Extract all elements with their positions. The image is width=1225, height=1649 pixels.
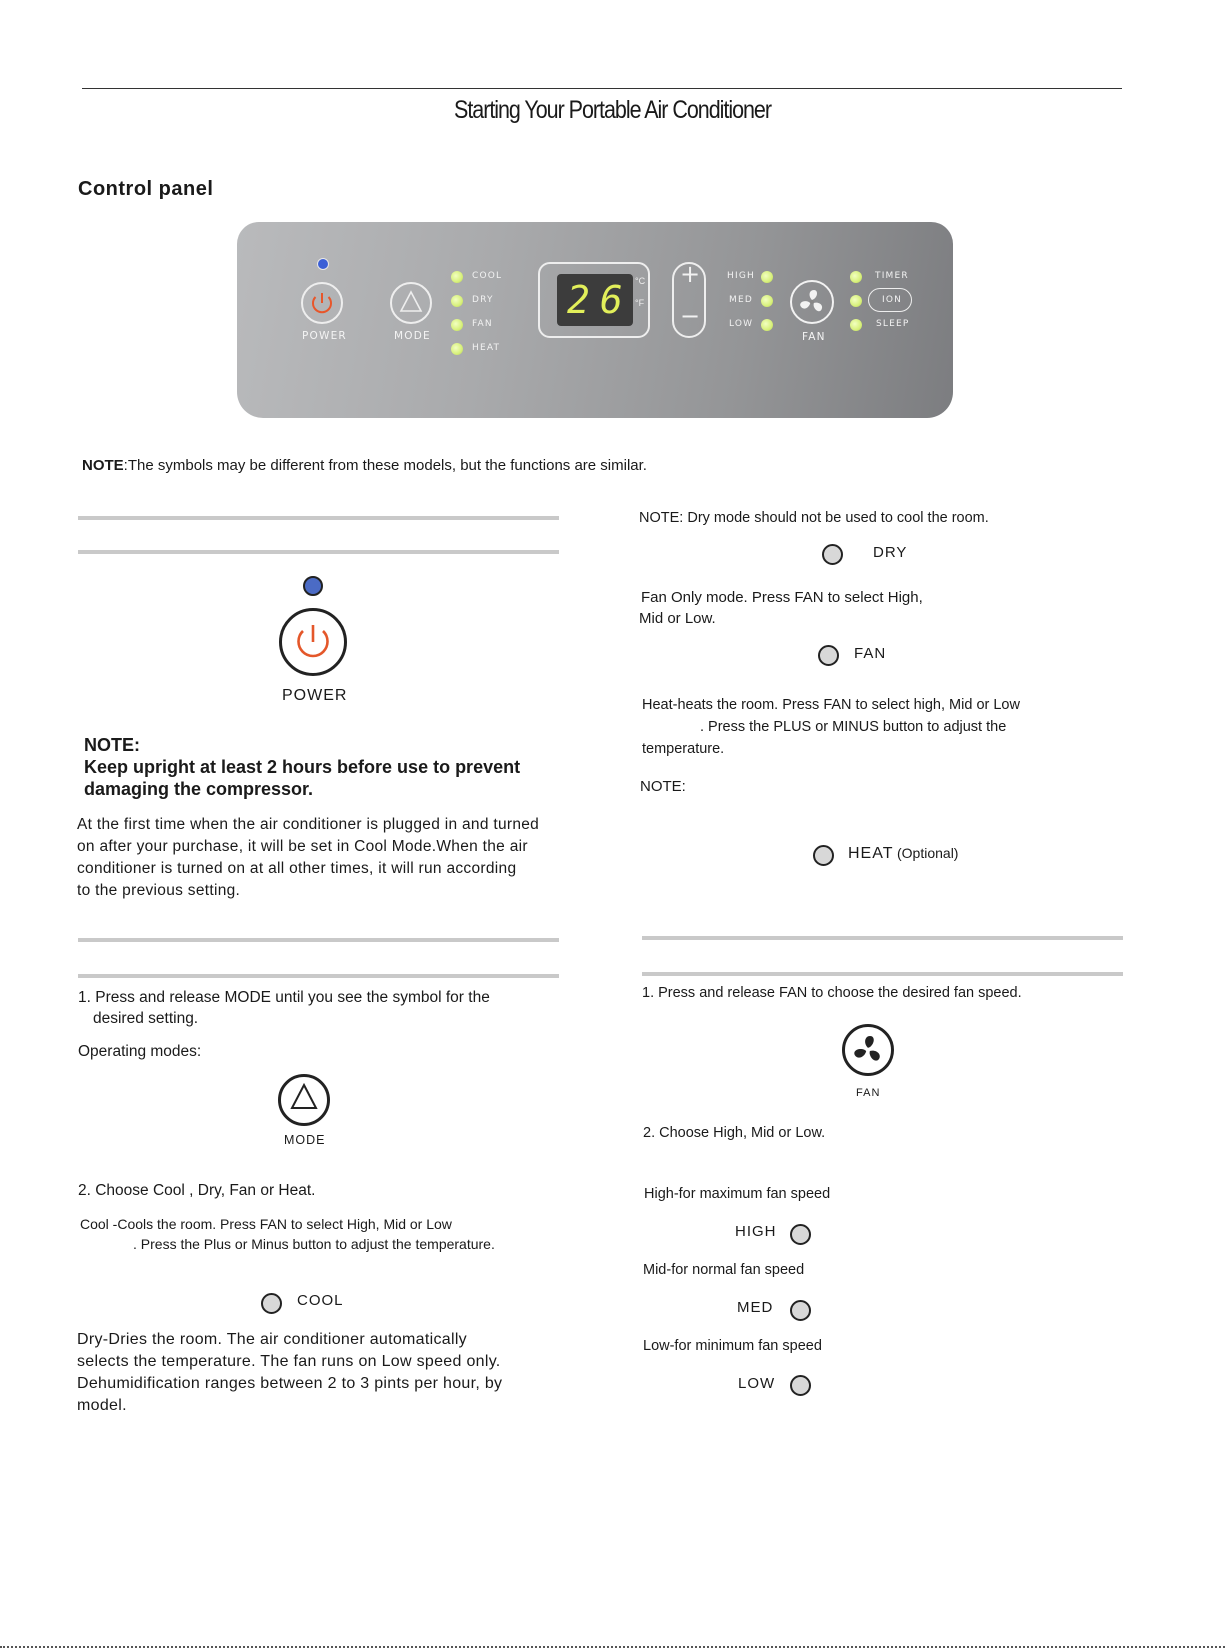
bottom-edge <box>0 1646 1225 1648</box>
dry-description-line: selects the temperature. The fan runs on Low speed only. <box>77 1353 501 1370</box>
heat-line1: Heat-heats the room. Press FAN to select high, Mid or Low <box>642 697 1020 713</box>
minus-icon: − <box>680 302 701 330</box>
power-led-indicator <box>303 576 323 596</box>
mode-section-rule-bottom <box>78 974 559 978</box>
upright-note-line2: damaging the compressor. <box>84 779 314 799</box>
power-section-rule-bottom <box>78 550 559 554</box>
upright-note <box>84 734 520 800</box>
mode-section-rule-top <box>78 938 559 942</box>
unit-fahrenheit: °F <box>635 298 645 308</box>
dry-label: DRY <box>873 544 908 561</box>
cool-description <box>80 1214 495 1254</box>
mode-step-1 <box>78 987 490 1029</box>
triangle-icon <box>392 284 430 322</box>
panel-sleep-led <box>850 319 862 331</box>
power-label: POWER <box>282 687 348 704</box>
triangle-icon <box>281 1077 327 1123</box>
panel-med-led <box>761 295 773 307</box>
dry-indicator <box>822 544 843 565</box>
fan-only-line1: Fan Only mode. Press FAN to select High, <box>641 589 923 606</box>
low-label: LOW <box>738 1375 776 1392</box>
panel-fan-button <box>790 280 834 324</box>
heat-indicator <box>813 845 834 866</box>
panel-fan-mode-label: FAN <box>472 319 493 329</box>
mid-description: Mid-for normal fan speed <box>643 1262 805 1278</box>
panel-heat-led <box>451 343 463 355</box>
panel-fan-label: FAN <box>802 331 826 343</box>
power-section-rule-top <box>78 516 559 520</box>
panel-dry-label: DRY <box>472 295 494 305</box>
fan-icon <box>845 1027 891 1073</box>
panel-mode-label: MODE <box>394 330 431 342</box>
panel-ion-label: ION <box>882 295 903 305</box>
control-panel-heading: Control panel <box>78 178 214 200</box>
cool-description-line1: Cool -Cools the room. Press FAN to select High, Mid or Low <box>80 1216 452 1232</box>
first-time-line: to the previous setting. <box>77 882 241 899</box>
fan-step-2: 2. Choose High, Mid or Low. <box>643 1125 826 1141</box>
fan-section-rule-bottom <box>642 972 1123 976</box>
fan-only-description <box>639 587 923 629</box>
dry-note-text: Dry mode should not be used to cool the room. <box>683 510 989 526</box>
unit-celsius: °C <box>635 276 646 286</box>
fan-icon <box>792 282 832 322</box>
fan-only-line2: Mid or Low. <box>639 610 716 627</box>
power-icon <box>303 284 341 322</box>
first-time-line: on after your purchase, it will be set in Cool Mode.When the air <box>77 838 528 855</box>
heat-line2: . Press the PLUS or MINUS button to adjust the <box>700 719 1007 735</box>
panel-med-label: MED <box>729 295 753 305</box>
symbols-note <box>82 455 647 476</box>
mode-label: MODE <box>284 1133 326 1147</box>
mode-button-illustration <box>278 1074 330 1126</box>
mode-step-1-line2: desired setting. <box>93 1010 199 1027</box>
control-panel-illustration <box>237 222 953 418</box>
panel-low-label: LOW <box>729 319 754 329</box>
upright-note-title: NOTE: <box>84 735 140 755</box>
panel-ion-led <box>850 295 862 307</box>
panel-sleep-label: SLEEP <box>876 319 910 329</box>
first-time-line: conditioner is turned on at all other times, it will run according <box>77 860 517 877</box>
mode-step-1-line1: 1. Press and release MODE until you see the symbol for the <box>78 989 490 1006</box>
heat-description <box>642 694 1020 760</box>
top-rule <box>82 88 1122 89</box>
first-time-line: At the first time when the air conditioner is plugged in and turned <box>77 816 540 833</box>
high-label: HIGH <box>735 1223 777 1240</box>
fan-section-rule-top <box>642 936 1123 940</box>
cool-label: COOL <box>297 1292 344 1309</box>
med-label: MED <box>737 1299 774 1316</box>
plus-icon: + <box>680 260 701 288</box>
fan-button-illustration <box>842 1024 894 1076</box>
panel-power-button <box>301 282 343 324</box>
temperature-display <box>557 274 633 326</box>
dry-description-line: model. <box>77 1397 127 1414</box>
heat-label: HEAT <box>848 845 894 862</box>
panel-high-led <box>761 271 773 283</box>
med-indicator <box>790 1300 811 1321</box>
dry-note <box>639 508 989 529</box>
dry-note-label: NOTE: <box>639 510 684 526</box>
panel-fan-led <box>451 319 463 331</box>
symbols-note-text: :The symbols may be different from these models, but the functions are similar. <box>123 457 647 474</box>
panel-power-label: POWER <box>302 330 347 342</box>
high-indicator <box>790 1224 811 1245</box>
fan-icon-label: FAN <box>856 1087 881 1099</box>
power-indicator-led <box>317 258 329 270</box>
symbols-note-label: NOTE <box>82 457 124 474</box>
heat-note-label: NOTE: <box>640 778 686 795</box>
page-title: Starting Your Portable Air Conditioner <box>454 96 771 124</box>
dry-description <box>77 1329 502 1417</box>
dry-description-line: Dehumidification ranges between 2 to 3 pints per hour, by <box>77 1375 503 1392</box>
low-indicator <box>790 1375 811 1396</box>
panel-low-led <box>761 319 773 331</box>
temperature-readout: 26 <box>567 278 633 322</box>
panel-timer-led <box>850 271 862 283</box>
upright-note-line1: Keep upright at least 2 hours before use to prevent <box>84 757 521 777</box>
power-button-illustration <box>279 608 347 676</box>
panel-high-label: HIGH <box>727 271 755 281</box>
dry-description-line: Dry-Dries the room. The air conditioner automatically <box>77 1331 467 1348</box>
panel-mode-button <box>390 282 432 324</box>
panel-cool-label: COOL <box>472 271 503 281</box>
heat-line3: temperature. <box>642 741 725 757</box>
fan-mode-indicator <box>818 645 839 666</box>
panel-dry-led <box>451 295 463 307</box>
power-icon <box>282 611 344 673</box>
panel-timer-label: TIMER <box>875 271 909 281</box>
cool-indicator <box>261 1293 282 1314</box>
heat-optional: (Optional) <box>897 845 959 861</box>
mode-step-2: 2. Choose Cool , Dry, Fan or Heat. <box>78 1182 316 1199</box>
high-description: High-for maximum fan speed <box>644 1186 831 1202</box>
low-description: Low-for minimum fan speed <box>643 1338 822 1354</box>
fan-step-1: 1. Press and release FAN to choose the desired fan speed. <box>642 985 1022 1001</box>
panel-heat-label: HEAT <box>472 343 501 353</box>
panel-cool-led <box>451 271 463 283</box>
fan-mode-label: FAN <box>854 645 887 662</box>
first-time-paragraph <box>77 814 577 902</box>
cool-description-line2: . Press the Plus or Minus button to adjust the temperature. <box>133 1236 495 1252</box>
operating-modes-label: Operating modes: <box>78 1043 202 1060</box>
